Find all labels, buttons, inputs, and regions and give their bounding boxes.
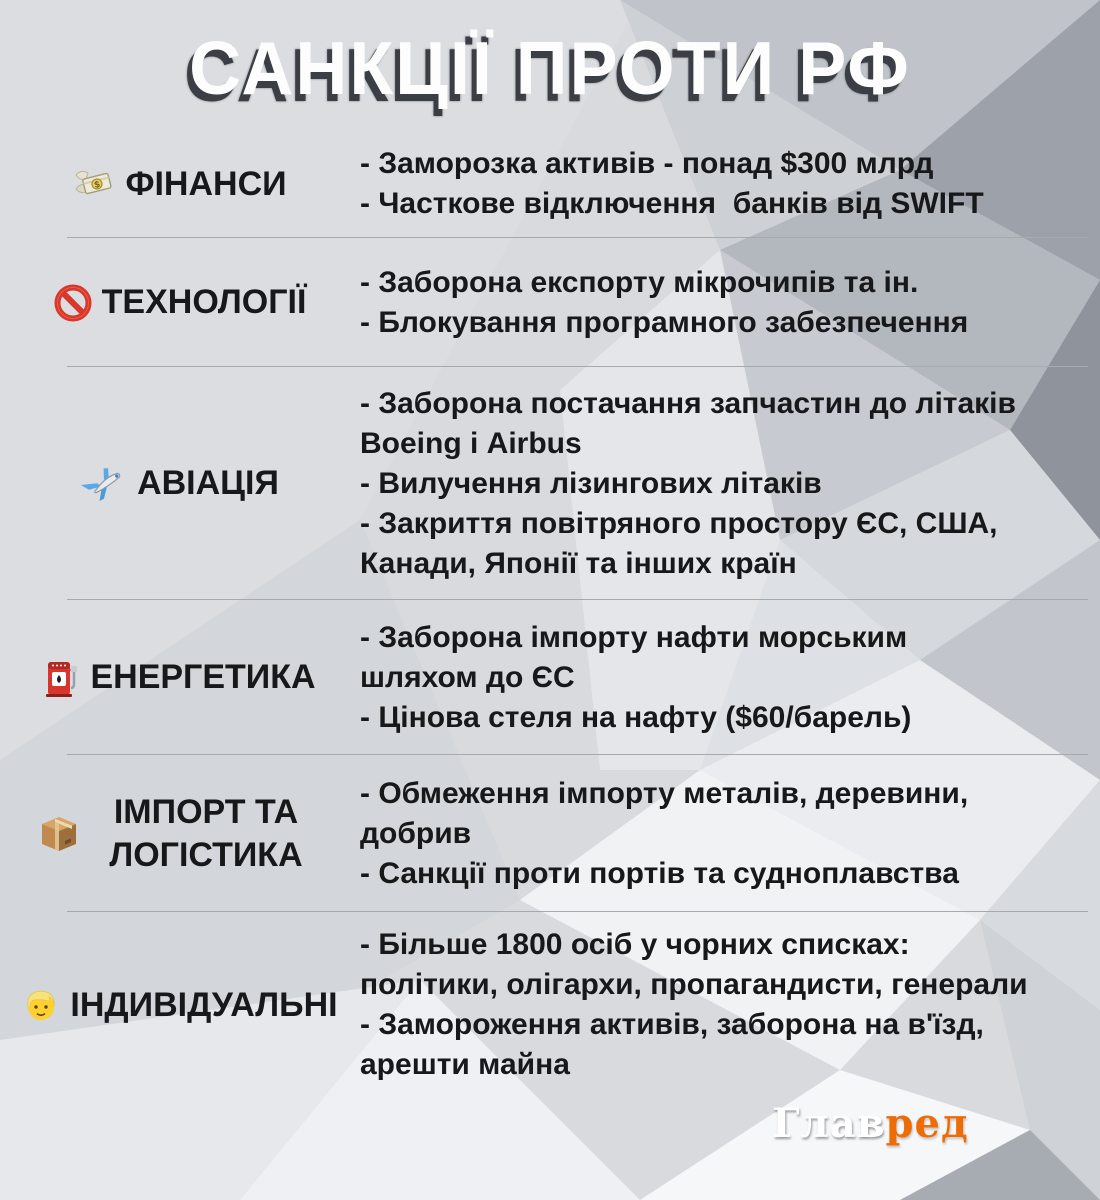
bullet-line: - Обмеження імпорту металів, деревини, — [360, 776, 969, 810]
package-icon — [38, 815, 80, 853]
person-blond-icon — [22, 986, 60, 1024]
bullet-line: - Заборона постачання запчастин до літаків — [360, 386, 1016, 420]
row-finance — [0, 130, 1100, 238]
bullet-line: - Вилучення лізингових літаків — [360, 466, 822, 500]
category-label: АВІАЦІЯ — [137, 464, 279, 503]
bullet-line: - Санкції проти портів та судноплавства — [360, 856, 959, 890]
bullet-line: - Закриття повітряного простору ЄС, США, — [360, 506, 998, 540]
category-label: ІНДИВІДУАЛЬНІ — [70, 985, 338, 1024]
category-label: ЕНЕРГЕТИКА — [90, 658, 316, 697]
row-import-logistics — [0, 755, 1100, 912]
category-label: ФІНАНСИ — [125, 164, 287, 203]
logo-text-white: Глав — [772, 1100, 886, 1147]
prohibited-icon — [54, 284, 92, 322]
row-aviation — [0, 367, 1100, 600]
category-finance — [0, 163, 360, 206]
bullet-list — [360, 618, 1100, 738]
logo-text-orange: ред — [885, 1100, 969, 1147]
glavred-logo — [772, 1100, 969, 1147]
airplane-icon — [81, 464, 127, 504]
row-individual — [0, 912, 1100, 1098]
row-technology — [0, 238, 1100, 367]
category-label: ІМПОРТ ТА ЛОГІСТИКА — [109, 793, 303, 874]
bullet-line: Boeing і Airbus — [360, 426, 582, 460]
bullet-list — [360, 925, 1100, 1085]
category-import-logistics — [0, 791, 360, 876]
bullet-line: - Блокування програмного забезпечення — [360, 305, 969, 339]
money-with-wings-icon — [73, 167, 115, 201]
bullet-line: добрив — [360, 816, 472, 850]
sanctions-table — [0, 130, 1100, 1098]
bullet-line: - Заморозка активів - понад $300 млрд — [360, 147, 934, 180]
category-individual — [0, 984, 360, 1027]
bullet-line: політики, олігархи, пропагандисти, генерали — [360, 968, 1028, 1001]
bullet-line: Канади, Японії та інших країн — [360, 546, 797, 580]
row-energy — [0, 600, 1100, 755]
category-energy — [0, 656, 360, 699]
bullet-line: шляхом до ЄС — [360, 660, 575, 694]
bullet-line: - Заборона експорту мікрочипів та ін. — [360, 265, 919, 299]
bullet-line: - Заборона імпорту нафти морським — [360, 620, 908, 654]
category-label: ТЕХНОЛОГІЇ — [101, 283, 307, 322]
fuel-pump-icon — [44, 658, 80, 698]
bullet-line: - Замороження активів, заборона на в'їзд, — [360, 1008, 984, 1041]
category-technology — [0, 281, 360, 324]
page-title: САНКЦІЇ ПРОТИ РФ — [189, 27, 911, 111]
bullet-line: - Більше 1800 осіб у чорних списках: — [360, 928, 910, 961]
bullet-line: - Цінова стеля на нафту ($60/барель) — [360, 700, 912, 734]
bullet-list — [360, 774, 1100, 894]
bullet-line: арешти майна — [360, 1048, 570, 1081]
bullet-list — [360, 263, 1100, 343]
bullet-line: - Часткове відключення банків від SWIFT — [360, 187, 984, 220]
bullet-list — [360, 144, 1100, 224]
category-aviation — [0, 462, 360, 505]
bullet-list — [360, 384, 1100, 584]
svg-text:$: $ — [93, 179, 102, 190]
